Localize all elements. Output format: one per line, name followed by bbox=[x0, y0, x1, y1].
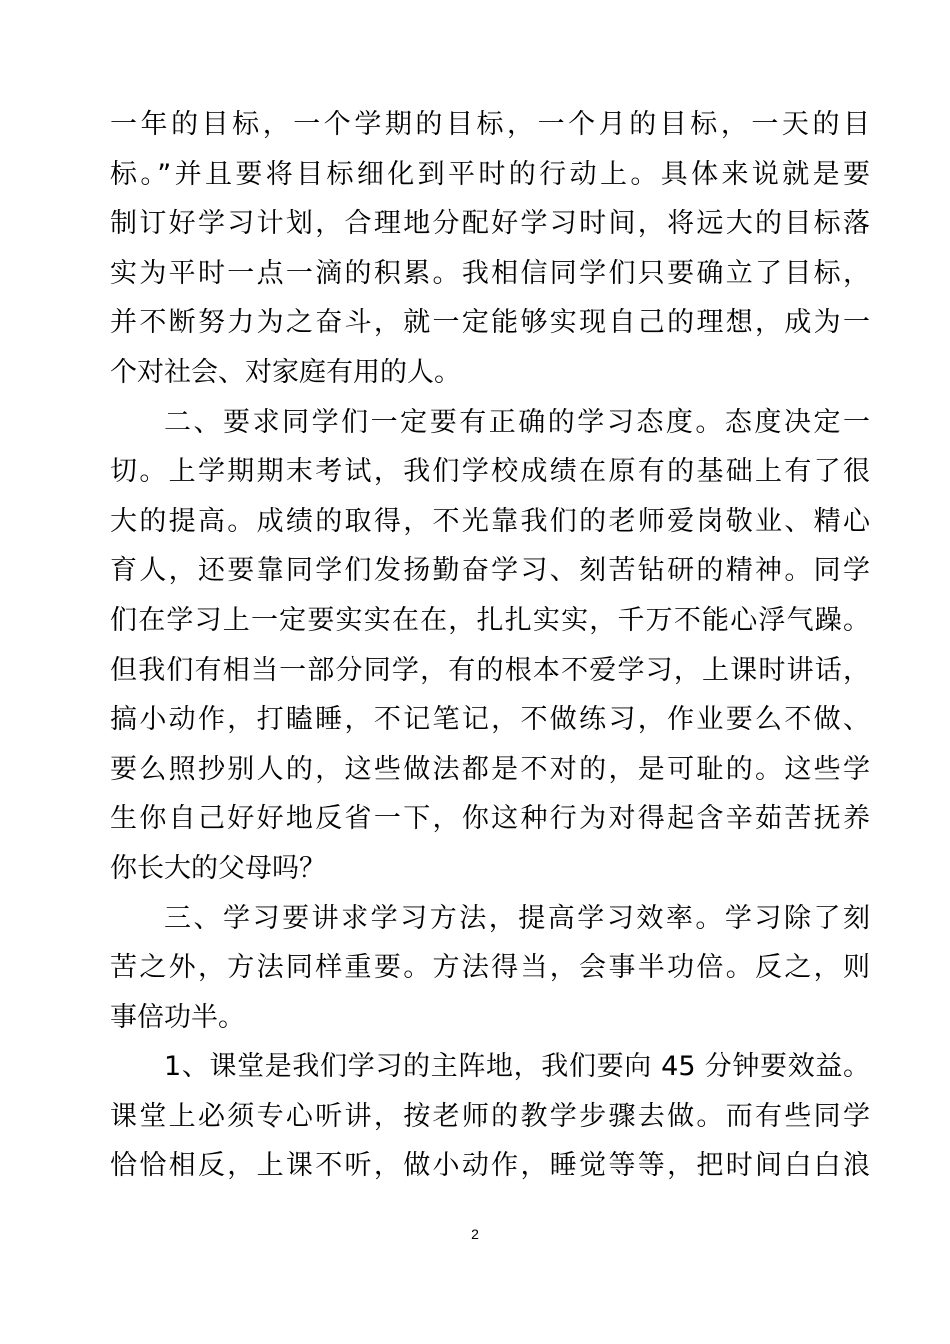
page-number: 2 bbox=[471, 1226, 479, 1242]
text-line: 要么照抄别人的，这些做法都是不对的，是可耻的。这些学 bbox=[110, 753, 870, 785]
text-line: 但我们有相当一部分同学，有的根本不爱学习，上课时讲话， bbox=[110, 654, 870, 686]
text-line: 二、要求同学们一定要有正确的学习态度。态度决定一 bbox=[164, 406, 870, 438]
text-line: 搞小动作，打瞌睡，不记笔记，不做练习，作业要么不做、 bbox=[110, 704, 870, 736]
text-line: 1、课堂是我们学习的主阵地，我们要向 45 分钟要效益。 bbox=[164, 1051, 870, 1083]
text-line: 你长大的父母吗？ bbox=[110, 852, 326, 884]
text-line: 恰恰相反，上课不听，做小动作，睡觉等等，把时间白白浪 bbox=[110, 1150, 870, 1182]
text-line: 三、学习要讲求学习方法，提高学习效率。学习除了刻 bbox=[164, 902, 870, 934]
text-line: 标。”并且要将目标细化到平时的行动上。具体来说就是要 bbox=[110, 158, 870, 190]
text-line: 课堂上必须专心听讲，按老师的教学步骤去做。而有些同学 bbox=[110, 1100, 870, 1132]
text-line: 苦之外，方法同样重要。方法得当，会事半功倍。反之，则 bbox=[110, 952, 870, 984]
body-text bbox=[110, 100, 870, 1191]
text-line: 大的提高。成绩的取得，不光靠我们的老师爱岗敬业、精心 bbox=[110, 505, 870, 537]
text-line: 们在学习上一定要实实在在，扎扎实实，千万不能心浮气躁。 bbox=[110, 604, 870, 636]
text-line: 生你自己好好地反省一下，你这种行为对得起含辛茹苦抚养 bbox=[110, 803, 870, 835]
text-line: 事倍功半。 bbox=[110, 1001, 245, 1033]
text-line: 制订好学习计划，合理地分配好学习时间，将远大的目标落 bbox=[110, 208, 870, 240]
text-line: 个对社会、对家庭有用的人。 bbox=[110, 356, 461, 388]
text-line: 一年的目标，一个学期的目标，一个月的目标，一天的目 bbox=[110, 109, 870, 140]
text-line: 切。上学期期末考试，我们学校成绩在原有的基础上有了很 bbox=[110, 456, 870, 488]
text-line: 并不断努力为之奋斗，就一定能够实现自己的理想，成为一 bbox=[110, 307, 870, 339]
text-line: 实为平时一点一滴的积累。我相信同学们只要确立了目标， bbox=[110, 257, 870, 289]
text-line: 育人，还要靠同学们发扬勤奋学习、刻苦钻研的精神。同学 bbox=[110, 555, 870, 587]
